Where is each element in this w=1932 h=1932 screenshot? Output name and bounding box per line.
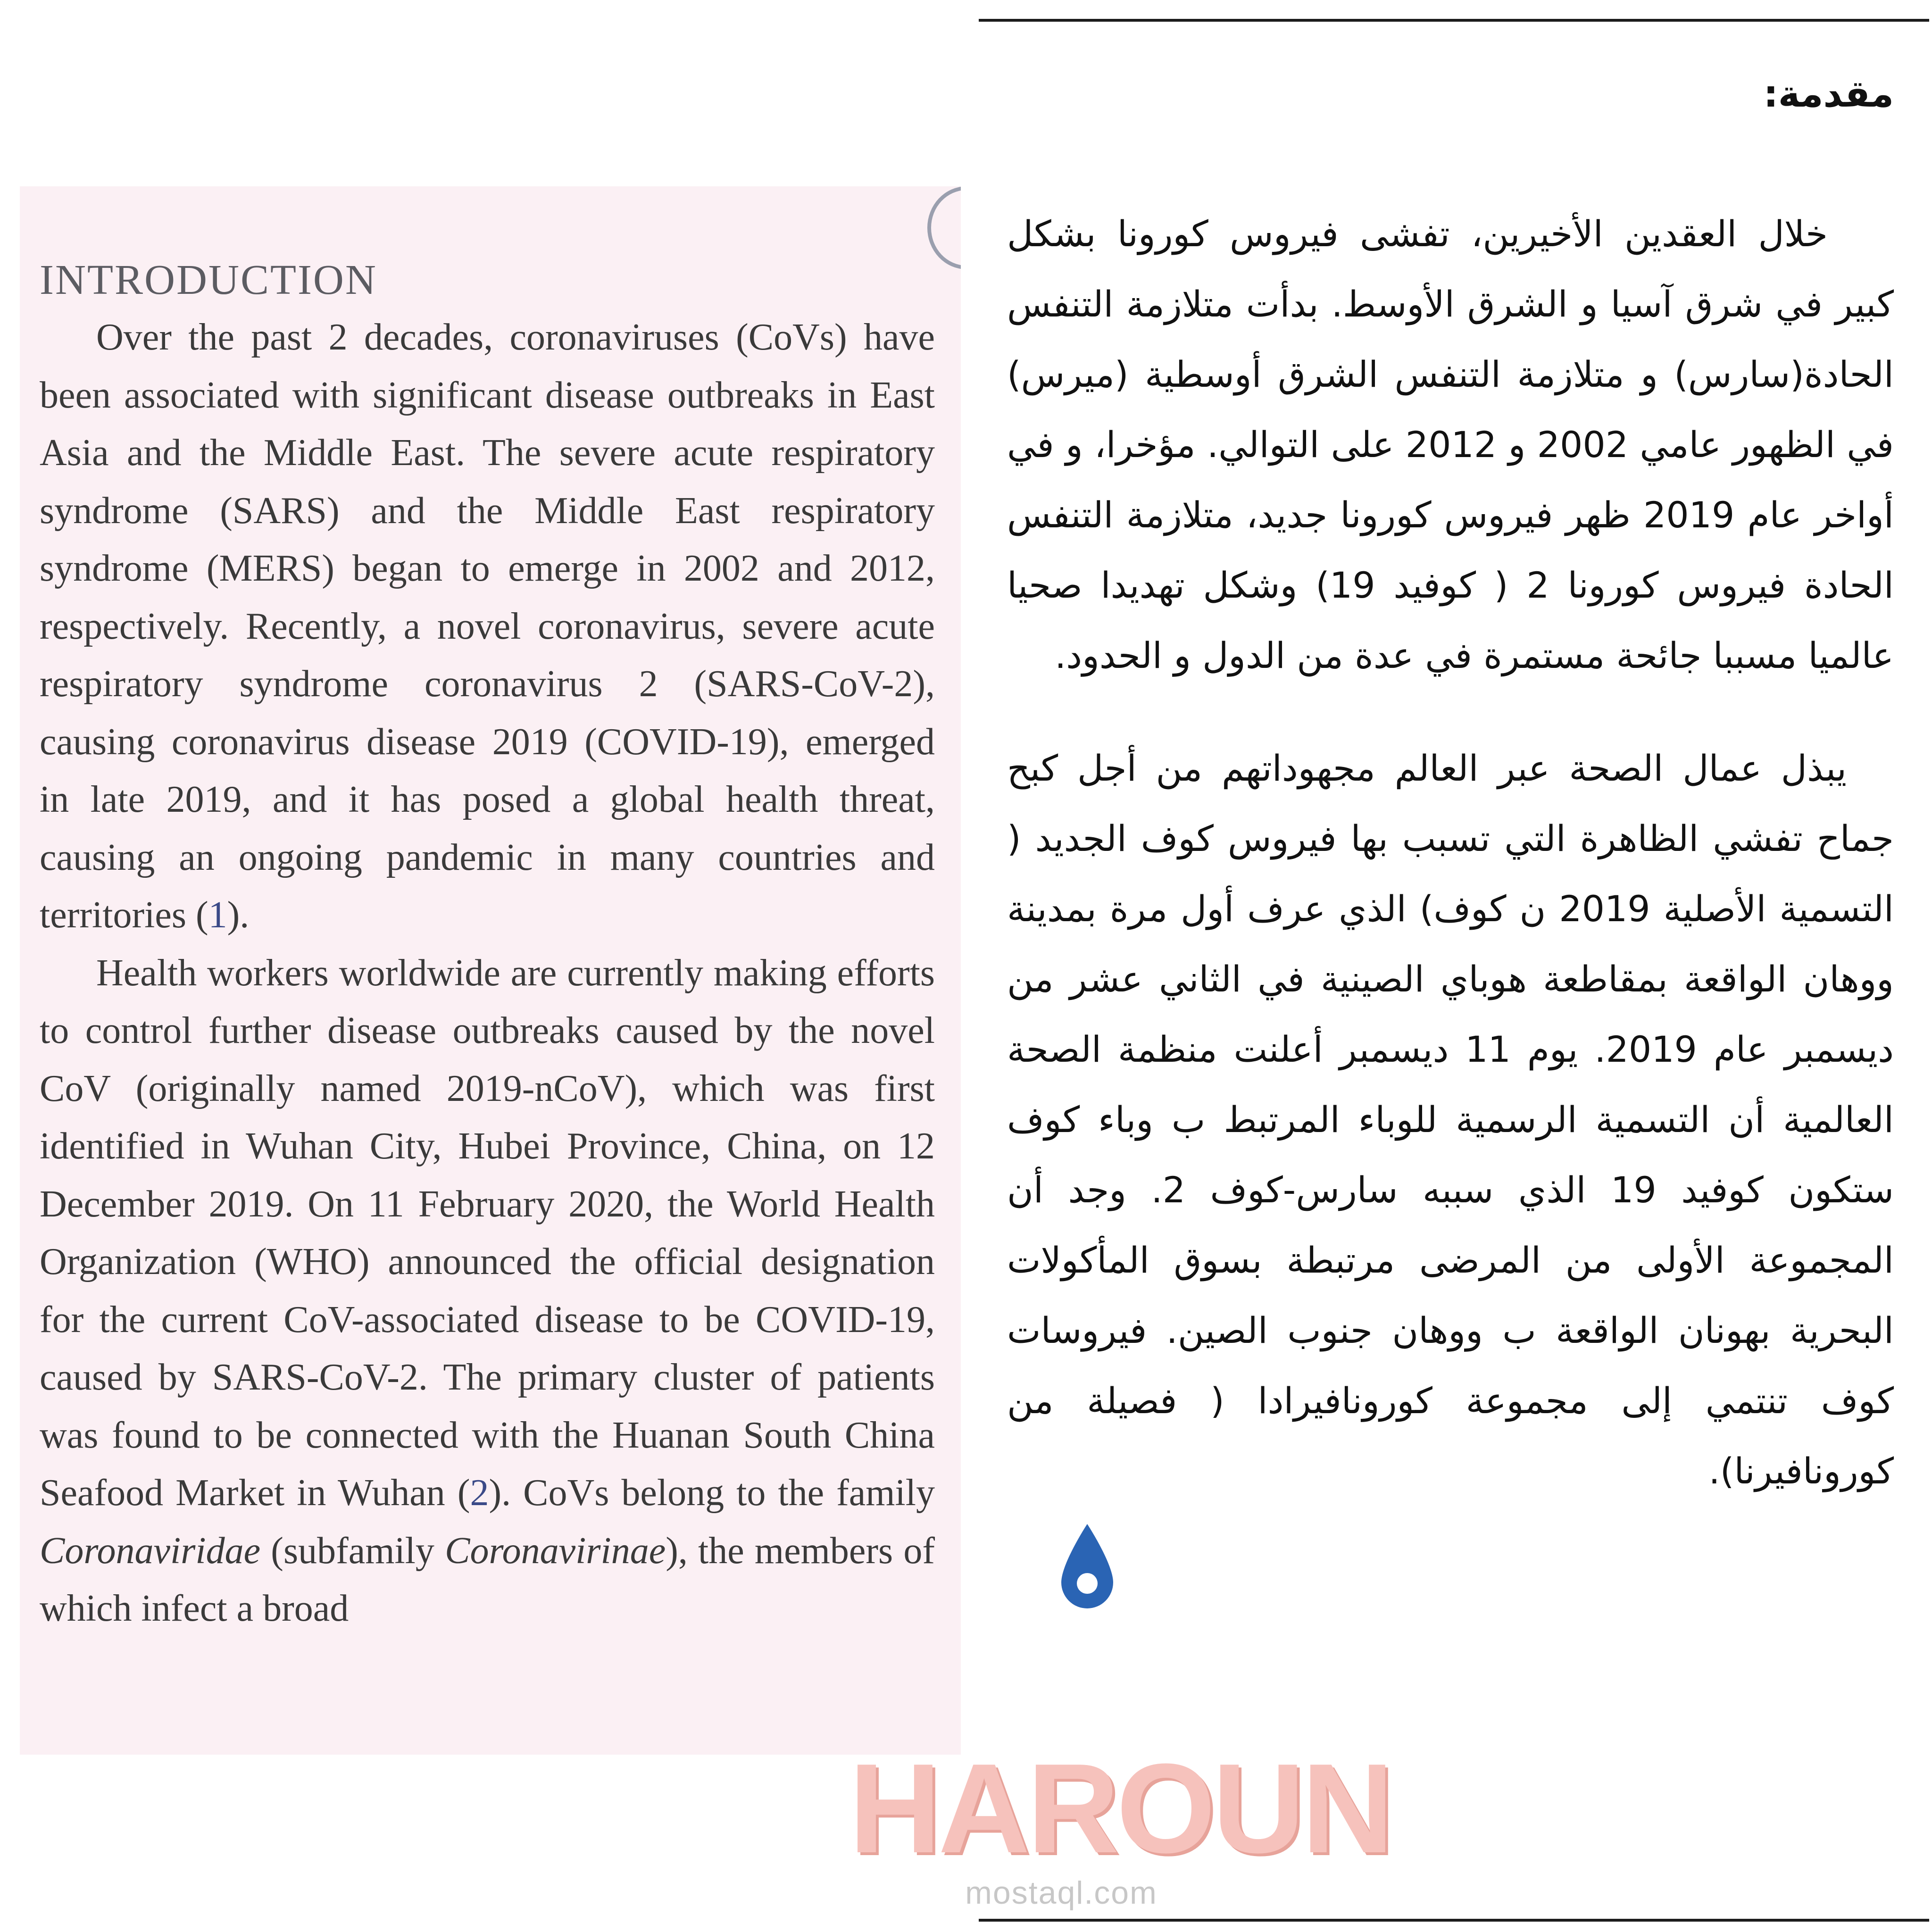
reference-link-1[interactable]: 1 <box>208 894 227 936</box>
watermark-logo: HAROUN <box>849 1738 1391 1880</box>
english-p2-text-2: ). CoVs belong to the family <box>489 1472 935 1514</box>
arabic-paragraph-1[interactable]: خلال العقدين الأخيرين، تفشى فيروس كورونا بشكل كبير في شرق آسيا و الشرق الأوسط. بدأت متلازمة التنفس الحادة(سارس) و متلازمة التنفس الشرق أوسطية (ميرس) في الظهور عامي 2002 و 2012 على التوالي. مؤخرا، و في أواخر عام 2019 ظهر فيروس كورونا جديد، متلازمة التنفس الحادة فيروس كورونا 2 ( كوفيد 19) وشكل تهديدا صحيا عالميا مسببا جائحة مستمرة في عدة من الدول و الحدود. <box>1007 213 1894 677</box>
english-p1-text: Over the past 2 decades, coronaviruses (CoVs) have been associated with significant disease outbreaks in East Asia and the Middle East. The severe acute respiratory syndrome (SARS) and the Middle East respiratory syndrome (MERS) began to emerge in 2002 and 2012, respectively. Recently, a novel coronavirus, severe acute respiratory syndrome coronavirus 2 (SARS-CoV-2), causing coronavirus disease 2019 (COVID-19), emerged in late 2019, and it has posed a global health threat, causing an ongoing pandemic in many countries and territories ( <box>40 316 935 936</box>
text-cursor-handle-icon[interactable] <box>1057 1521 1118 1616</box>
english-p1-end: ). <box>227 894 250 936</box>
english-p2-text-3: (subfamily <box>260 1530 445 1572</box>
english-paragraph-2 <box>40 944 935 1638</box>
arabic-paragraph-2[interactable]: يبذل عمال الصحة عبر العالم مجهوداتهم من أجل كبح جماح تفشي الظاهرة التي تسبب بها فيروس كوف الجديد ( التسمية الأصلية 2019 ن كوف) الذي عرف أول مرة بمدينة ووهان الواقعة بمقاطعة هوباي الصينية في الثاني عشر من ديسمبر عام 2019. يوم 11 ديسمبر أعلنت منظمة الصحة العالمية أن التسمية الرسمية للوباء المرتبط ب وباء كوف ستكون كوفيد 19 الذي سببه سارس-كوف 2. وجد أن المجموعة الأولى من المرضى مرتبطة بسوق المأكولات البحرية بهونان الواقعة ب ووهان جنوب الصين. فيروسات كوف تنتمي إلى مجموعة كورونافيرادا ( فصيلة من كورونافيرنا). <box>1007 747 1894 1492</box>
arabic-text-column[interactable] <box>1007 71 1894 1506</box>
family-name: Coronaviridae <box>40 1530 261 1572</box>
watermark-site: mostaql.com <box>965 1875 1158 1911</box>
english-paragraph-1 <box>40 308 935 944</box>
english-p2-text: Health workers worldwide are currently making efforts to control further disease outbreaks caused by the novel CoV (originally named 2019-nCoV), which was first identified in Wuhan City, Hubei Province, China, on 12 December 2019. On 11 February 2020, the World Health Organization (WHO) announced the official designation for the current CoV-associated disease to be COVID-19, caused by SARS-CoV-2. The primary cluster of patients was found to be connected with the Huanan South China Seafood Market in Wuhan ( <box>40 952 935 1514</box>
subfamily-name: Coronavirinae <box>445 1530 666 1572</box>
english-heading: INTRODUCTION <box>40 257 377 303</box>
english-p2-text-4: ), the members of which infect a broad <box>40 1530 935 1629</box>
top-divider <box>979 19 1929 22</box>
bottom-divider <box>979 1919 1929 1922</box>
watermark <box>849 1738 1391 1911</box>
arabic-heading: مقدمة: <box>1763 73 1894 116</box>
english-text-panel <box>20 186 961 1755</box>
reference-link-2[interactable]: 2 <box>470 1472 489 1514</box>
